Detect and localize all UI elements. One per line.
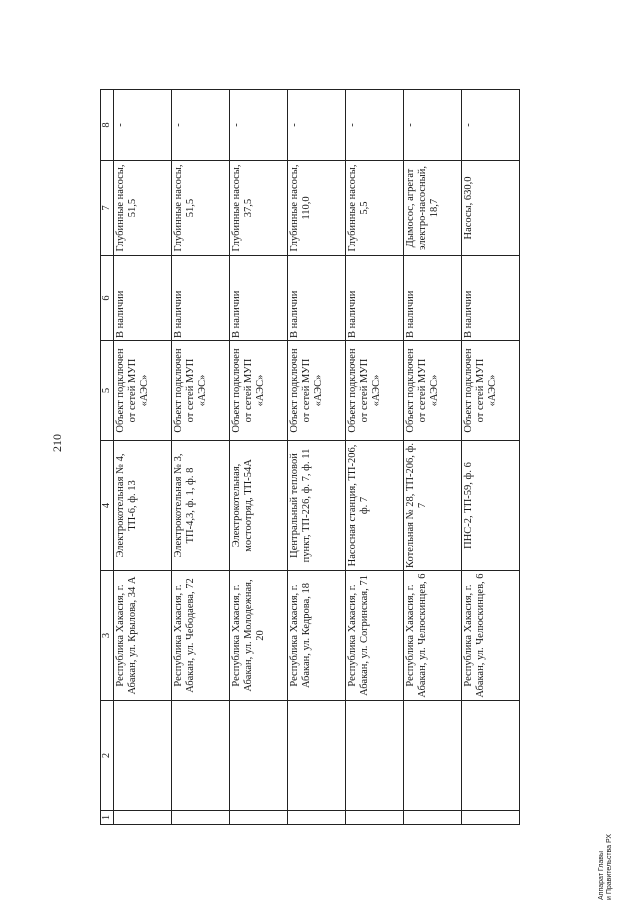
table-row <box>346 90 404 825</box>
cell-status: В наличии <box>404 256 462 341</box>
cell-object: Центральный тепловой пункт, ТП-226, ф. 7, ф. 11 <box>288 441 346 571</box>
cell-status: В наличии <box>114 256 172 341</box>
cell-col-2 <box>288 701 346 811</box>
cell-col-1 <box>230 811 288 825</box>
cell-col-8: - <box>462 90 520 161</box>
header-col-6: 6 <box>101 256 114 341</box>
cell-equipment: Глубинные насосы, 5,5 <box>346 161 404 256</box>
cell-col-1 <box>114 811 172 825</box>
cell-connection: Объект подключен от сетей МУП «АЭС» <box>346 341 404 441</box>
cell-equipment: Глубинные насосы, 37,5 <box>230 161 288 256</box>
cell-status: В наличии <box>346 256 404 341</box>
cell-address: Республика Хакасия, г. Абакан, ул. Крылова, 34 А <box>114 571 172 701</box>
cell-equipment: Глубинные насосы, 110,0 <box>288 161 346 256</box>
cell-status: В наличии <box>288 256 346 341</box>
table-row <box>230 90 288 825</box>
page-number: 210 <box>50 434 64 452</box>
header-row <box>101 90 114 825</box>
stamp-line-2: и Правительства РХ <box>606 833 613 900</box>
cell-col-1 <box>346 811 404 825</box>
cell-connection: Объект подключен от сетей МУП «АЭС» <box>230 341 288 441</box>
table-row <box>114 90 172 825</box>
cell-connection: Объект подключен от сетей МУП «АЭС» <box>462 341 520 441</box>
data-table <box>100 89 520 825</box>
cell-object: Насосная станция, ТП-206, ф. 7 <box>346 441 404 571</box>
cell-col-8: - <box>114 90 172 161</box>
document-table-container <box>100 90 600 825</box>
table-row <box>462 90 520 825</box>
cell-equipment: Глубинные насосы, 51,5 <box>172 161 230 256</box>
header-col-2: 2 <box>101 701 114 811</box>
cell-object: Электрокотельная № 3, ТП-4,3, ф. 1, ф. 8 <box>172 441 230 571</box>
header-col-3: 3 <box>101 571 114 701</box>
cell-object: ПНС-2, ТП-59, ф. 6 <box>462 441 520 571</box>
cell-col-8: - <box>346 90 404 161</box>
cell-address: Республика Хакасия, г. Абакан, ул. Челюскинцев, 6 <box>404 571 462 701</box>
cell-col-8: - <box>404 90 462 161</box>
cell-equipment: Насосы, 630,0 <box>462 161 520 256</box>
cell-status: В наличии <box>172 256 230 341</box>
header-col-4: 4 <box>101 441 114 571</box>
table-row <box>288 90 346 825</box>
cell-object: Котельная № 28, ТП-206, ф. 7 <box>404 441 462 571</box>
cell-status: В наличии <box>230 256 288 341</box>
table-row <box>404 90 462 825</box>
cell-col-8: - <box>230 90 288 161</box>
cell-equipment: Глубинные насосы, 51,5 <box>114 161 172 256</box>
cell-col-1 <box>462 811 520 825</box>
stamp-line-1: Аппарат Главы <box>598 850 605 900</box>
cell-col-8: - <box>288 90 346 161</box>
cell-col-1 <box>172 811 230 825</box>
cell-equipment: Дымосос, агрегат электро-насосный, 18,7 <box>404 161 462 256</box>
cell-col-1 <box>404 811 462 825</box>
header-col-5: 5 <box>101 341 114 441</box>
cell-address: Республика Хакасия, г. Абакан, ул. Кедрова, 18 <box>288 571 346 701</box>
cell-address: Республика Хакасия, г. Абакан, ул. Челюскинцев, 6 <box>462 571 520 701</box>
cell-connection: Объект подключен от сетей МУП «АЭС» <box>288 341 346 441</box>
cell-col-2 <box>404 701 462 811</box>
office-stamp <box>598 820 614 900</box>
cell-col-2 <box>230 701 288 811</box>
cell-object: Электрокотельная, мостоотряд, ТП-54А <box>230 441 288 571</box>
cell-col-2 <box>346 701 404 811</box>
cell-col-2 <box>462 701 520 811</box>
cell-col-2 <box>114 701 172 811</box>
cell-connection: Объект подключен от сетей МУП «АЭС» <box>172 341 230 441</box>
header-col-8: 8 <box>101 90 114 161</box>
cell-address: Республика Хакасия, г. Абакан, ул. Молодежная, 20 <box>230 571 288 701</box>
cell-address: Республика Хакасия, г. Абакан, ул. Чебодаева, 72 <box>172 571 230 701</box>
table-row <box>172 90 230 825</box>
header-col-7: 7 <box>101 161 114 256</box>
cell-object: Электрокотельная № 4, ТП-6, ф. 13 <box>114 441 172 571</box>
cell-connection: Объект подключен от сетей МУП «АЭС» <box>404 341 462 441</box>
header-col-1: 1 <box>101 811 114 825</box>
cell-connection: Объект подключен от сетей МУП «АЭС» <box>114 341 172 441</box>
cell-col-1 <box>288 811 346 825</box>
cell-address: Республика Хакасия, г. Абакан, ул. Согринская, 71 <box>346 571 404 701</box>
cell-col-8: - <box>172 90 230 161</box>
cell-col-2 <box>172 701 230 811</box>
cell-status: В наличии <box>462 256 520 341</box>
